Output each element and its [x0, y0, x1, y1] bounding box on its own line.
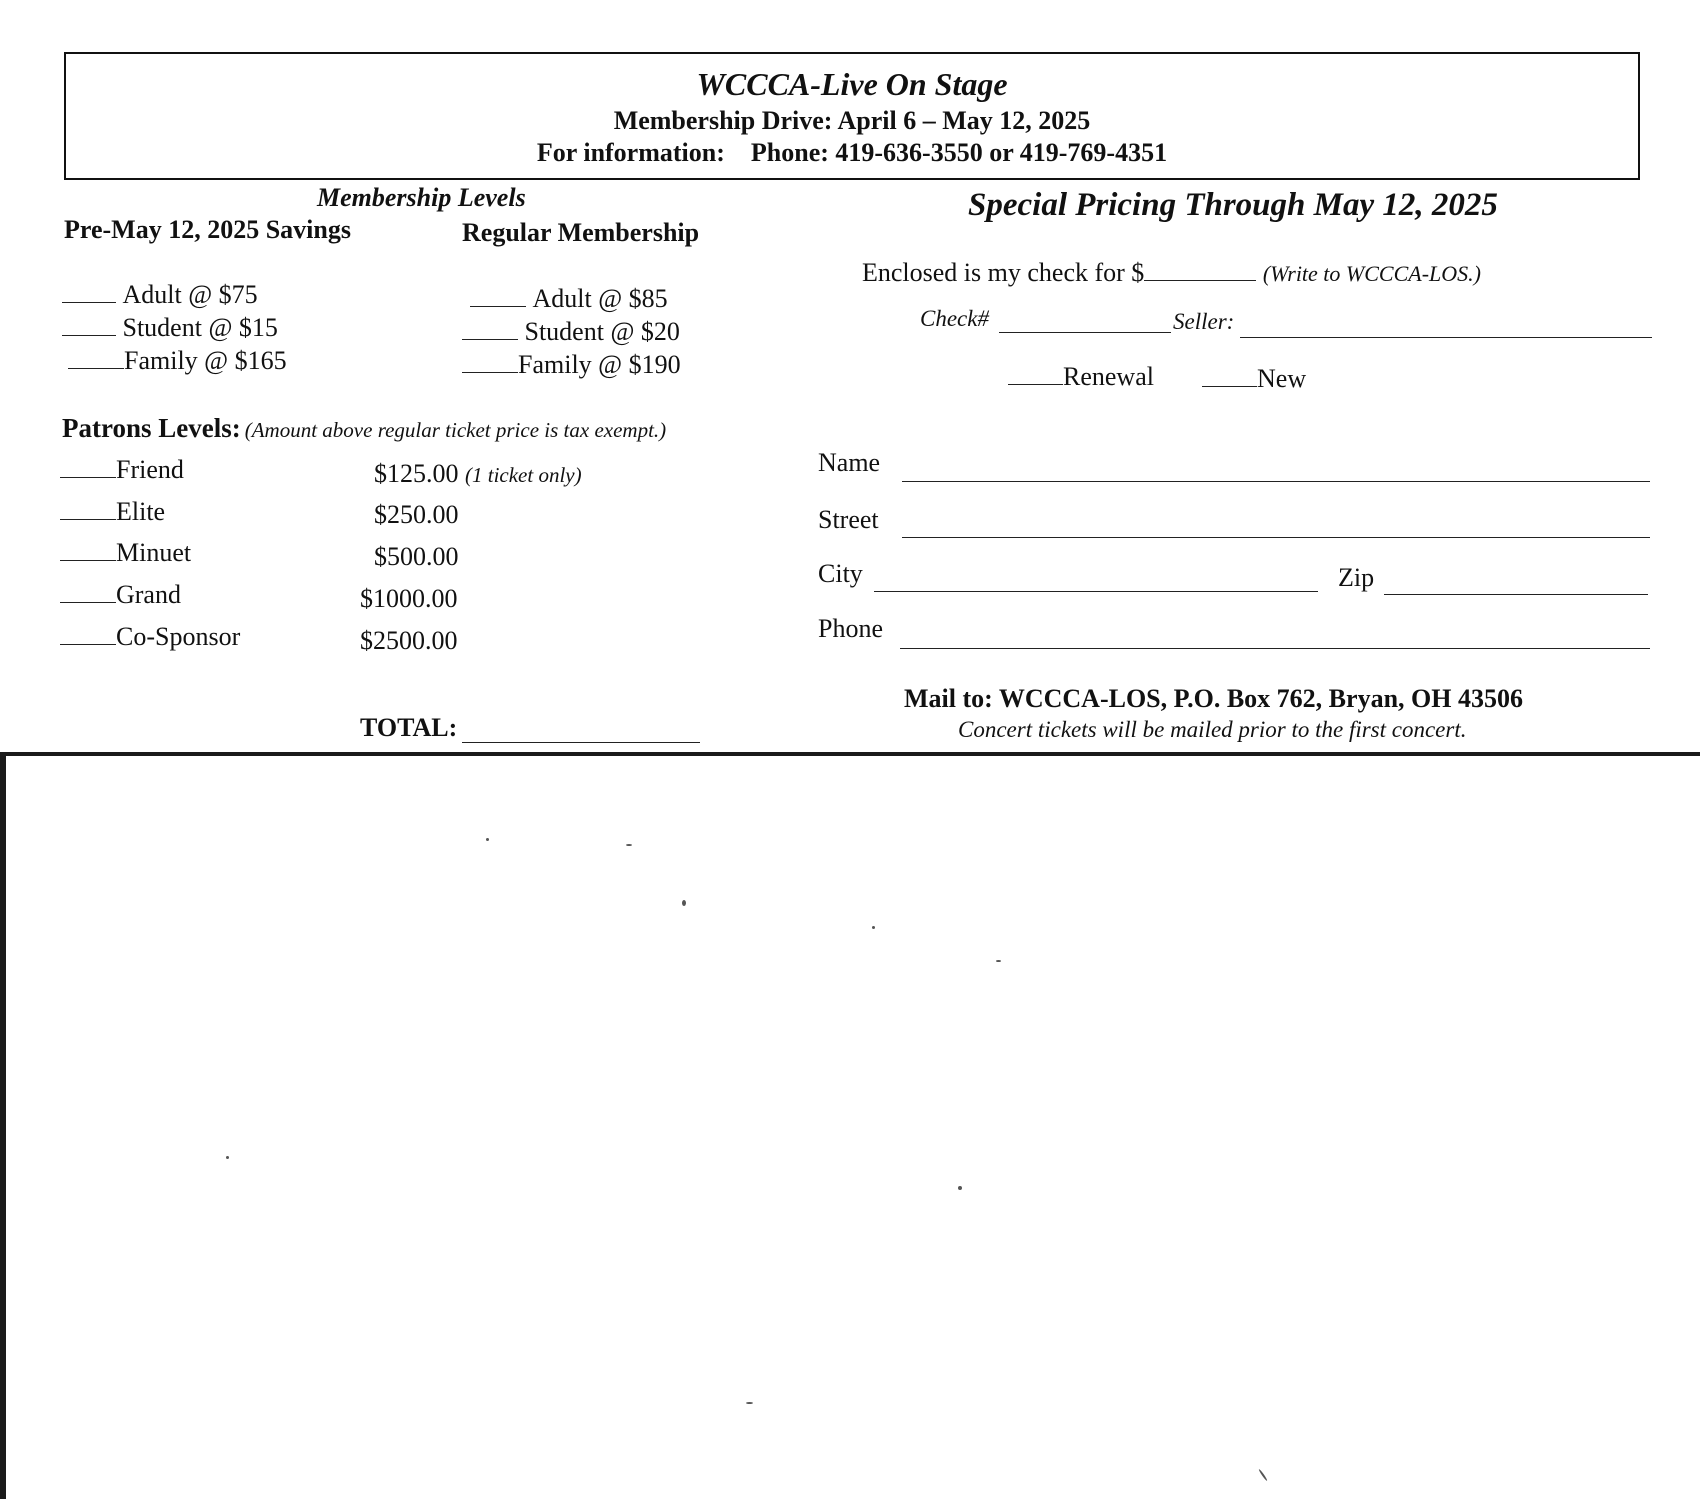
header-box — [64, 52, 1640, 180]
elite-blank[interactable] — [60, 518, 116, 520]
patron-friend-price — [374, 459, 582, 489]
info-phone: Phone: 419-636-3550 or 419-769-4351 — [750, 138, 1168, 167]
family-blank[interactable] — [462, 371, 518, 373]
pre-savings-heading: Pre-May 12, 2025 Savings — [64, 215, 351, 244]
patrons-heading-row — [62, 413, 666, 444]
name-label: Name — [818, 448, 881, 477]
scan-speck — [626, 844, 632, 846]
friend-blank[interactable] — [60, 476, 116, 478]
city-field[interactable] — [874, 591, 1318, 592]
patron-note: (1 ticket only) — [465, 463, 582, 487]
check-amount-blank[interactable] — [1144, 279, 1256, 281]
patron-minuet-price: $500.00 — [374, 542, 459, 571]
new-option[interactable] — [1202, 364, 1306, 394]
check-amount-row — [862, 258, 1481, 288]
patron-elite-price: $250.00 — [374, 500, 459, 529]
student-blank[interactable] — [462, 338, 518, 340]
special-pricing-heading: Special Pricing Through May 12, 2025 — [968, 187, 1498, 223]
patron-name: Co-Sponsor — [116, 622, 241, 651]
zip-label: Zip — [1338, 563, 1375, 592]
patron-price: $125.00 — [374, 459, 459, 488]
scan-speck — [682, 900, 686, 906]
total-label: TOTAL: — [360, 713, 458, 742]
regular-item-label: Student @ $20 — [524, 317, 680, 346]
new-blank[interactable] — [1202, 385, 1257, 387]
name-field[interactable] — [902, 481, 1650, 482]
grand-blank[interactable] — [60, 601, 116, 603]
write-to-note: (Write to WCCCA-LOS.) — [1262, 261, 1481, 286]
scan-speck — [486, 838, 489, 841]
renewal-blank[interactable] — [1008, 383, 1063, 385]
scan-speck — [996, 960, 1001, 962]
pre-item-student[interactable] — [62, 313, 278, 343]
scan-speck — [872, 926, 875, 929]
pre-item-adult[interactable] — [62, 280, 258, 310]
renewal-option[interactable] — [1008, 362, 1154, 392]
tickets-note: Concert tickets will be mailed prior to the first concert. — [958, 717, 1467, 742]
patron-minuet[interactable] — [60, 538, 191, 568]
check-number-line[interactable] — [999, 332, 1171, 333]
mail-to-address: Mail to: WCCCA-LOS, P.O. Box 762, Bryan, OH 43506 — [904, 684, 1523, 713]
street-field[interactable] — [902, 537, 1650, 538]
membership-levels-heading: Membership Levels — [317, 183, 526, 212]
regular-item-family[interactable] — [462, 350, 681, 380]
pre-item-label: Family @ $165 — [124, 346, 287, 375]
scan-speck — [746, 1402, 753, 1404]
renewal-label: Renewal — [1063, 362, 1154, 391]
city-label: City — [818, 559, 863, 588]
enclosed-label: Enclosed is my check for $ — [862, 258, 1145, 287]
pre-item-family[interactable] — [68, 346, 287, 376]
regular-item-label: Adult @ $85 — [532, 284, 668, 313]
student-blank[interactable] — [62, 334, 116, 336]
patron-name: Friend — [116, 455, 184, 484]
pre-item-label: Adult @ $75 — [122, 280, 258, 309]
regular-membership-heading: Regular Membership — [462, 218, 700, 247]
adult-blank[interactable] — [62, 301, 116, 303]
check-number-label: Check# — [920, 306, 989, 331]
adult-blank[interactable] — [470, 305, 526, 307]
seller-label: Seller: — [1173, 309, 1235, 334]
info-label: For information: — [536, 138, 725, 167]
patron-cosponsor-price: $2500.00 — [360, 626, 458, 655]
patron-cosponsor[interactable] — [60, 622, 240, 652]
patrons-note: (Amount above regular ticket price is tax exempt.) — [244, 418, 667, 442]
patrons-heading: Patrons Levels: — [62, 413, 241, 443]
regular-item-label: Family @ $190 — [518, 350, 681, 379]
patron-name: Grand — [116, 580, 181, 609]
membership-drive-dates: Membership Drive: April 6 – May 12, 2025 — [613, 106, 1091, 135]
contact-info — [66, 138, 1638, 168]
patron-name: Elite — [116, 497, 166, 526]
scan-speck — [1258, 1469, 1268, 1482]
patron-name: Minuet — [116, 538, 192, 567]
phone-label: Phone — [818, 614, 883, 643]
patron-grand[interactable] — [60, 580, 181, 610]
minuet-blank[interactable] — [60, 559, 116, 561]
regular-item-student[interactable] — [462, 317, 680, 347]
patron-grand-price: $1000.00 — [360, 584, 458, 613]
regular-item-adult[interactable] — [470, 284, 668, 314]
seller-line[interactable] — [1240, 337, 1652, 338]
patron-friend[interactable] — [60, 455, 184, 485]
blank-back-panel — [0, 752, 1700, 1499]
cosponsor-blank[interactable] — [60, 643, 116, 645]
new-label: New — [1257, 364, 1307, 393]
total-input-line[interactable] — [462, 742, 700, 743]
street-label: Street — [818, 505, 879, 534]
patron-elite[interactable] — [60, 497, 165, 527]
phone-field[interactable] — [900, 648, 1650, 649]
scan-speck — [226, 1156, 229, 1159]
form-title: WCCCA-Live On Stage — [696, 66, 1008, 102]
scan-speck — [958, 1186, 962, 1190]
pre-item-label: Student @ $15 — [122, 313, 278, 342]
family-blank[interactable] — [68, 367, 124, 369]
zip-field[interactable] — [1384, 594, 1648, 595]
